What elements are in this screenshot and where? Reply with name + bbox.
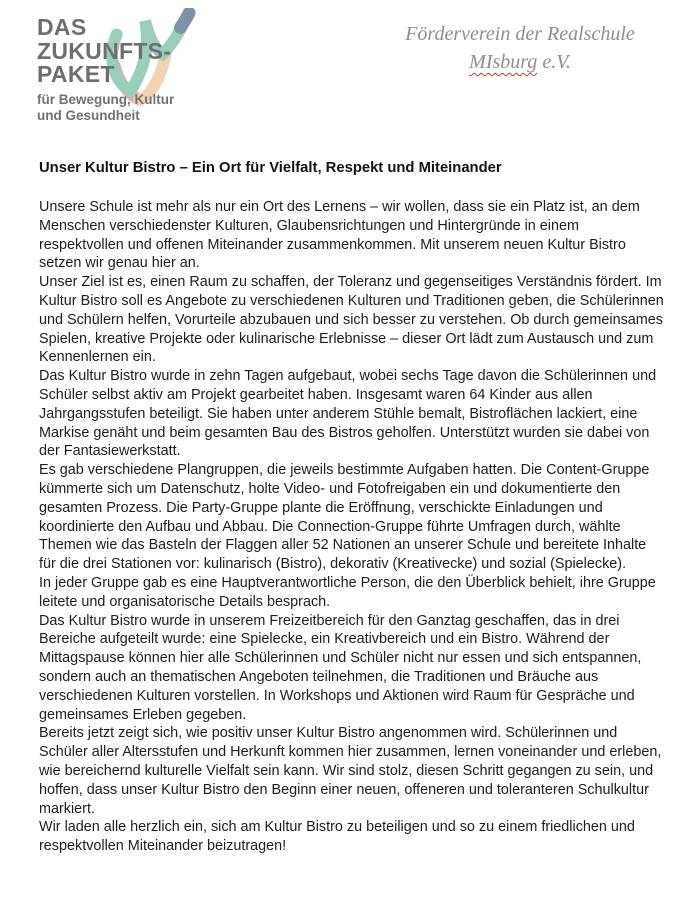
- paragraph: In jeder Gruppe gab es eine Hauptverantwortliche Person, die den Überblick behielt, ihre Gruppe leitete und organisatorische Details besprach.: [39, 574, 656, 610]
- logo-wordmark-line1: DAS: [37, 14, 87, 40]
- organization-name: [370, 20, 670, 128]
- paragraph: Wir laden alle herzlich ein, sich am Kultur Bistro zu beteiligen und so zu einem friedlichen und respektvollen Miteinander beizutragen!: [39, 819, 635, 855]
- brand-logo: [37, 16, 267, 128]
- page-title: Unser Kultur Bistro – Ein Ort für Vielfalt, Respekt und Miteinander: [39, 160, 502, 176]
- logo-wordmark-line2: ZUKUNFTS-: [37, 37, 172, 64]
- page-header: [37, 16, 670, 128]
- organization-name-line1: Förderverein der Realschule: [405, 23, 635, 45]
- paragraph: Das Kultur Bistro wurde in unserem Freizeitbereich für den Ganztag geschaffen, das in drei Bereiche aufgeteilt wurde: eine Spielecke, ein Kreativbereich und ein Bistro. Während der Mittagspause können hier alle Schülerinnen und Schüler nicht nur essen und sich entspannen, sondern auch an thematischen Angeboten teilnehmen, die Traditionen und Bräuche aus verschiedenen Kulturen vorstellen. In Workshops und Aktionen wird Raum für Gespräche und gemeinsames Erleben gegeben.: [39, 612, 642, 723]
- organization-suffix: e.V.: [537, 51, 571, 73]
- paragraph: Unsere Schule ist mehr als nur ein Ort des Lernens – wir wollen, dass sie ein Platz ist, an dem Menschen verschiedenster Kulturen, Glaubensrichtungen und Hintergründe in einem respektvollen und offenen Miteinander zusammenkommen. Mit unserem neuen Kultur Bistro setzen wir genau hier an.: [39, 199, 640, 272]
- logo-tagline-line1: für Bewegung, Kultur: [37, 91, 175, 107]
- paragraph: Das Kultur Bistro wurde in zehn Tagen aufgebaut, wobei sechs Tage davon die Schülerinnen und Schüler selbst aktiv am Projekt gearbeitet haben. Insgesamt waren 64 Kinder aus allen Jahrgangsstufen beteiligt. Sie haben unter anderem Stühle bemalt, Bistroflächen lackiert, eine Markise genäht und beim gesamten Bau des Bistros geholfen. Unterstützt wurden sie dabei von der Fantasiewerkstatt.: [39, 368, 657, 460]
- organization-name-line2: [370, 48, 670, 76]
- logo-tagline-line2: und Gesundheit: [37, 108, 140, 123]
- paragraph: Es gab verschiedene Plangruppen, die jeweils bestimmte Aufgaben hatten. Die Content-Gruppe kümmerte sich um Datenschutz, holte Video- und Fotofreigaben ein und dokumentierte den gesamten Prozess. Die Party-Gruppe plante die Eröffnung, verschickte Einladungen und koordinierte den Aufbau und Abbau. Die Connection-Gruppe führte Umfragen durch, wählte Themen wie das Basteln der Flaggen aller 52 Nationen an unserer Schule und bereitete Inhalte für die drei Stationen vor: kulinarisch (Bistro), dekorativ (Kreativecke) und sozial (Spielecke).: [39, 462, 650, 573]
- spellchecked-word: MIsburg: [469, 51, 538, 73]
- document-body: [39, 198, 666, 856]
- logo-tagline: [37, 92, 267, 125]
- logo-wordmark-line3: PAKET: [37, 61, 115, 87]
- logo-wordmark: [37, 16, 267, 87]
- paragraph: Unser Ziel ist es, einen Raum zu schaffen, der Toleranz und gegenseitiges Verständnis fördert. Im Kultur Bistro soll es Angebote zu verschiedenen Kulturen und Traditionen geben, die Schülerinnen und Schülern helfen, Vorurteile abzubauen und sich besser zu verstehen. Ob durch gemeinsames Spielen, kreative Projekte oder kulinarische Erlebnisse – dieser Ort lädt zum Austausch und zum Kennenlernen ein.: [39, 274, 664, 366]
- paragraph: Bereits jetzt zeigt sich, wie positiv unser Kultur Bistro angenommen wird. Schülerinnen und Schüler aller Altersstufen und Herkunft kommen hier zusammen, lernen voneinander und erleben, wie bereichernd kulturelle Vielfalt sein kann. Wir sind stolz, diesen Schritt gegangen zu sein, und hoffen, dass unser Kultur Bistro den Beginn einer neuen, offeneren und toleranteren Schulkultur markiert.: [39, 725, 662, 817]
